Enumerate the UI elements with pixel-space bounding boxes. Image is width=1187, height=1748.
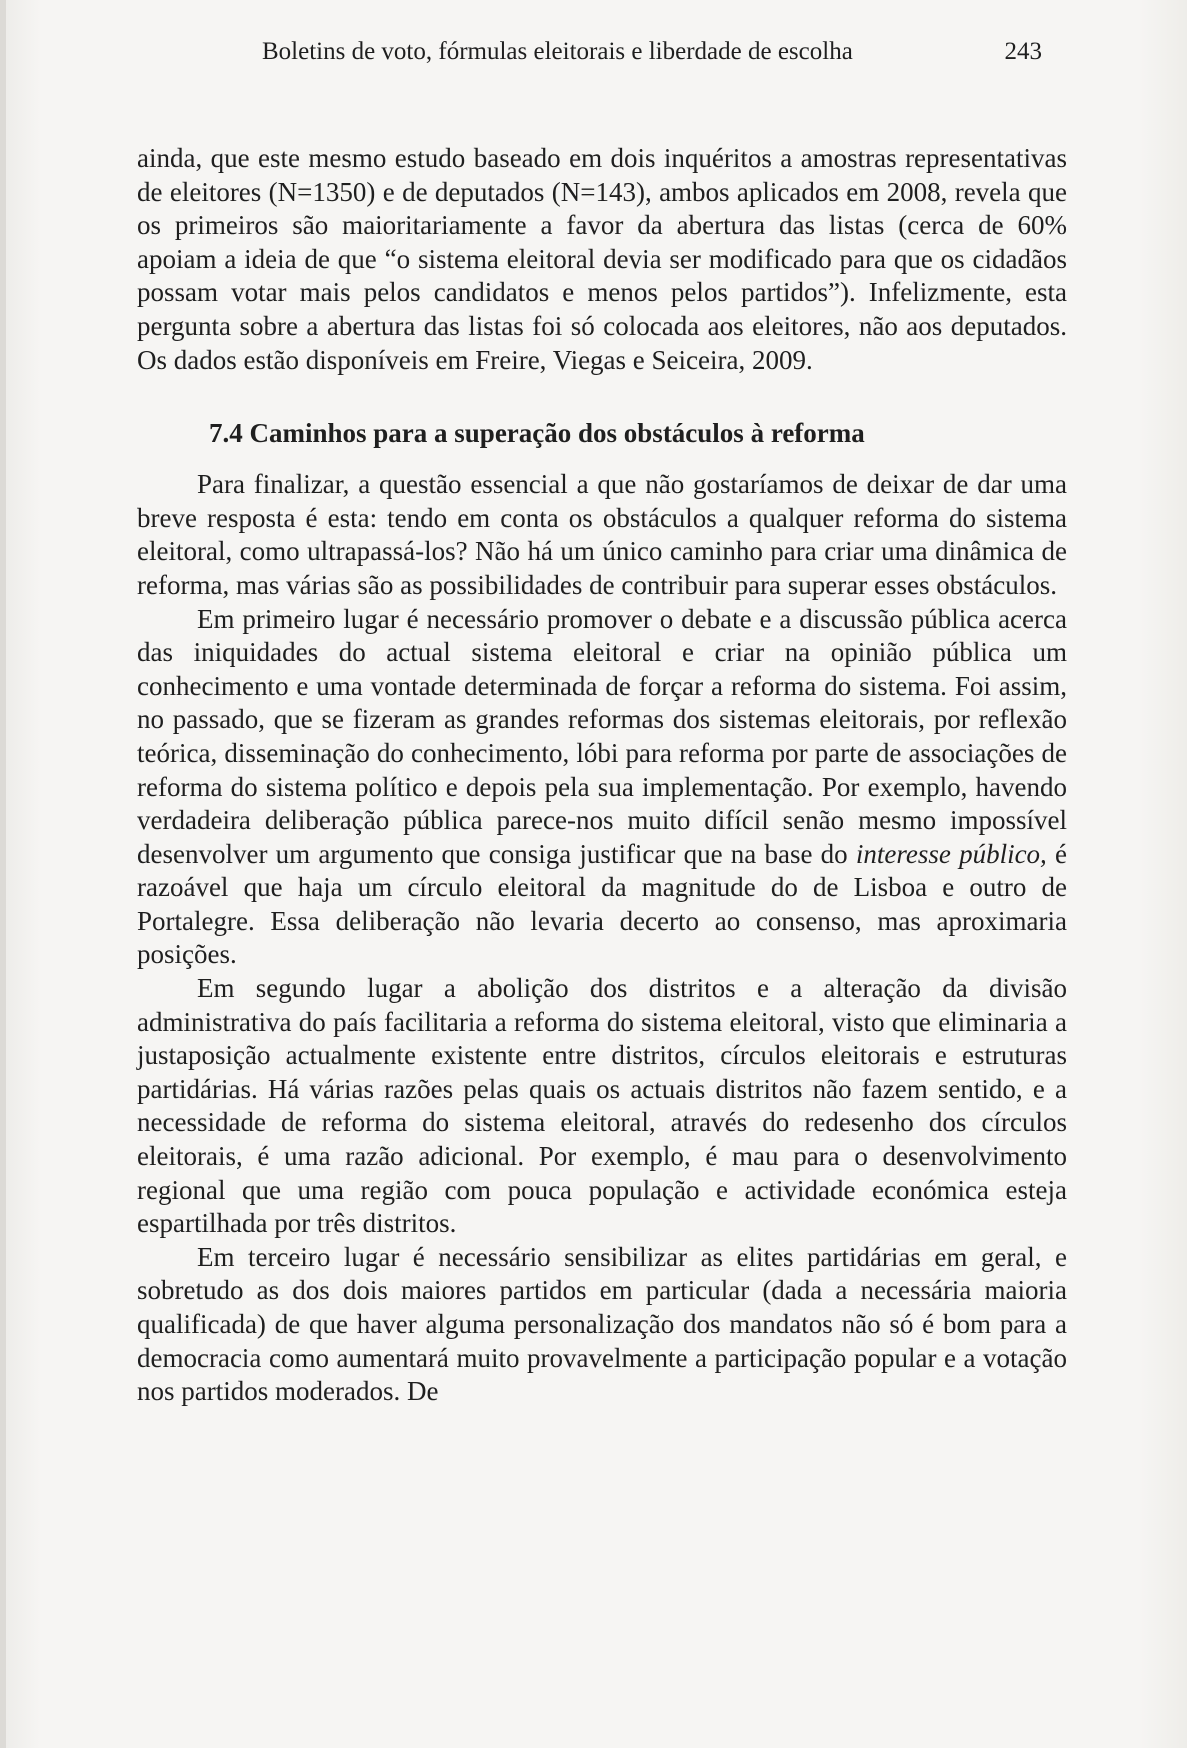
page-edge — [0, 0, 6, 1748]
paragraph-first-point-text: Em primeiro lugar é necessário promover o debate e a discussão pública acerca das iniquidades do actual sistema eleitoral e criar na opinião pública um conhecimento e uma vontade determinada de forçar a reforma do sistema. Foi assim, no passado, que se fizeram as grandes reformas dos sistemas eleitorais, por reflexão teórica, disseminação do conhecimento, lóbi para reforma por parte de associações de reforma do sistema político e depois pela sua implementação. Por exemplo, havendo verdadeira deliberação pública parece-nos muito difícil senão mesmo impossível desenvolver um argumento que consiga justificar que na base do — [137, 603, 1067, 869]
running-title: Boletins de voto, fórmulas eleitorais e liberdade de escolha — [262, 38, 853, 65]
paragraph-third-point: Em terceiro lugar é necessário sensibilizar as elites partidárias em geral, e sobretudo as dos dois maiores partidos em particular (dada a necessária maioria qualificada) de que haver alguma personalização dos mandatos não só é bom para a democracia como aumentará muito provavelmente a participação popular e a votação nos partidos moderados. De — [137, 1241, 1067, 1407]
page-header — [262, 38, 1042, 74]
paragraph-first-point — [137, 603, 1067, 973]
paragraph-first-point-end: é razoável que haja um círculo eleitoral da magnitude do de Lisboa e outro de Portalegre. Essa deliberação não levaria decerto ao consenso, mas aproximaria posições. — [137, 838, 1068, 970]
paragraph-continued: ainda, que este mesmo estudo baseado em dois inquéritos a amostras representativas de eleitores (N=1350) e de deputados (N=143), ambos aplicados em 2008, revela que os primeiros são maioritariamente a favor da abertura das listas (cerca de 60% apoiam a ideia de que “o sistema eleitoral devia ser modificado para que os cidadãos possam votar mais pelos candidatos e menos pelos partidos”). Infelizmente, esta pergunta sobre a abertura das listas foi só colocada aos eleitores, não aos deputados. Os dados estão disponíveis em Freire, Viegas e Seiceira, 2009. — [137, 143, 1067, 375]
body-text — [137, 142, 1067, 1409]
paragraph-intro: Para finalizar, a questão essencial a que não gostaríamos de deixar de dar uma breve resposta é esta: tendo em conta os obstáculos a qualquer reforma do sistema eleitoral, como ultrapassá-los? Não há um único caminho para criar uma dinâmica de reforma, mas várias são as possibilidades de contribuir para superar esses obstáculos. — [137, 469, 1067, 600]
page-number: 243 — [1004, 38, 1042, 65]
paragraph-second-point: Em segundo lugar a abolição dos distritos e a alteração da divisão administrativa do país facilitaria a reforma do sistema eleitoral, visto que eliminaria a justaposição actualmente existente entre distritos, círculos eleitorais e estruturas partidárias. Há várias razões pelas quais os actuais distritos não fazem sentido, e a necessidade de reforma do sistema eleitoral, através do redesenho dos círculos eleitorais, é uma razão adicional. Por exemplo, é mau para o desenvolvimento regional que uma região com pouca população e actividade económica esteja espartilhada por três distritos. — [137, 973, 1067, 1239]
italic-term: interesse público, — [855, 838, 1047, 869]
section-heading: 7.4 Caminhos para a superação dos obstáculos à reforma — [209, 418, 865, 449]
